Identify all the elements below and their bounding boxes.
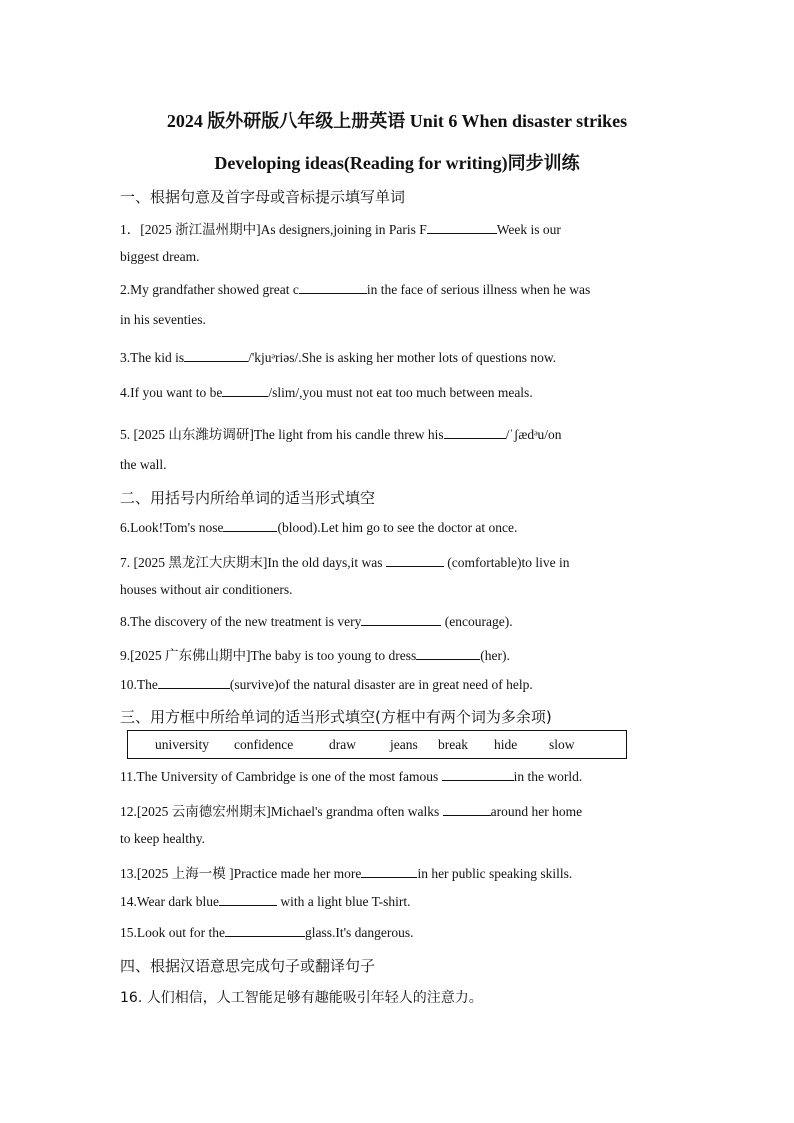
question-7: 7. [2025 黑龙江大庆期末]In the old days,it was (comfortable)to live in [120, 555, 570, 570]
answer-blank[interactable] [444, 426, 506, 439]
answer-blank[interactable] [222, 384, 268, 397]
word-bank-item: jeans [390, 737, 418, 752]
question-9: 9.[2025 广东佛山期中]The baby is too young to dress (her). [120, 648, 510, 663]
answer-blank[interactable] [219, 893, 277, 906]
section-2-heading: 二、用括号内所给单词的适当形式填空 [120, 489, 376, 507]
word-bank-box [127, 730, 627, 759]
question-2-cont: in his seventies. [120, 312, 206, 327]
word-bank-item: hide [494, 737, 518, 752]
word-bank-item: university [155, 737, 209, 752]
title-line-1: 2024 版外研版八年级上册英语 Unit 6 When disaster strikes [166, 111, 628, 131]
question-2: 2.My grandfather showed great c in the face of serious illness when he was [120, 282, 591, 297]
answer-blank[interactable] [361, 613, 441, 626]
question-4: 4.If you want to be /slim/,you must not eat too much between meals. [120, 385, 533, 400]
question-5: 5. [2025 山东潍坊调研]The light from his candle threw his /ˈʃædᵊu/on [120, 427, 562, 442]
question-12: 12.[2025 云南德宏州期末]Michael's grandma often walks around her home [120, 804, 583, 819]
question-1: 1．[2025 浙江温州期中]As designers,joining in Paris F Week is our [120, 222, 561, 237]
word-bank-item: draw [329, 737, 356, 752]
title-line-2: Developing ideas(Reading for writing)同步训练 [214, 153, 580, 173]
question-5-cont: the wall. [120, 457, 167, 472]
question-16: 16. 人们相信，人工智能足够有趣能吸引年轻人的注意力。 [120, 990, 483, 1006]
question-12-cont: to keep healthy. [120, 831, 205, 846]
question-1-cont: biggest dream. [120, 249, 200, 264]
question-3: 3.The kid is /'kjuᵊriəs/.She is asking her mother lots of questions now. [120, 350, 557, 365]
answer-blank[interactable] [225, 924, 305, 937]
question-14: 14.Wear dark blue with a light blue T-shirt. [120, 894, 411, 909]
question-7-cont: houses without air conditioners. [120, 582, 293, 597]
answer-blank[interactable] [361, 865, 417, 878]
answer-blank[interactable] [184, 349, 248, 362]
answer-blank[interactable] [427, 221, 497, 234]
question-15: 15.Look out for the glass.It's dangerous. [120, 925, 414, 940]
question-8: 8.The discovery of the new treatment is very (encourage). [120, 614, 513, 629]
answer-blank[interactable] [299, 281, 367, 294]
answer-blank[interactable] [158, 676, 230, 689]
question-13: 13.[2025 上海一模 ]Practice made her more in her public speaking skills. [120, 866, 573, 881]
section-1-heading: 一、根据句意及首字母或音标提示填写单词 [120, 188, 406, 206]
word-bank-item: confidence [234, 737, 294, 752]
question-6: 6.Look!Tom's nose (blood).Let him go to see the doctor at once. [120, 520, 518, 535]
answer-blank[interactable] [223, 519, 277, 532]
answer-blank[interactable] [416, 647, 480, 660]
word-bank-item: slow [549, 737, 575, 752]
question-11: 11.The University of Cambridge is one of the most famous in the world. [120, 769, 583, 784]
answer-blank[interactable] [443, 803, 491, 816]
word-bank-item: break [438, 737, 468, 752]
section-3-heading: 三、用方框中所给单词的适当形式填空(方框中有两个词为多余项) [120, 708, 552, 726]
answer-blank[interactable] [386, 554, 444, 567]
question-10: 10.The (survive)of the natural disaster are in great need of help. [120, 677, 533, 692]
answer-blank[interactable] [442, 768, 514, 781]
section-4-heading: 四、根据汉语意思完成句子或翻译句子 [120, 957, 376, 975]
